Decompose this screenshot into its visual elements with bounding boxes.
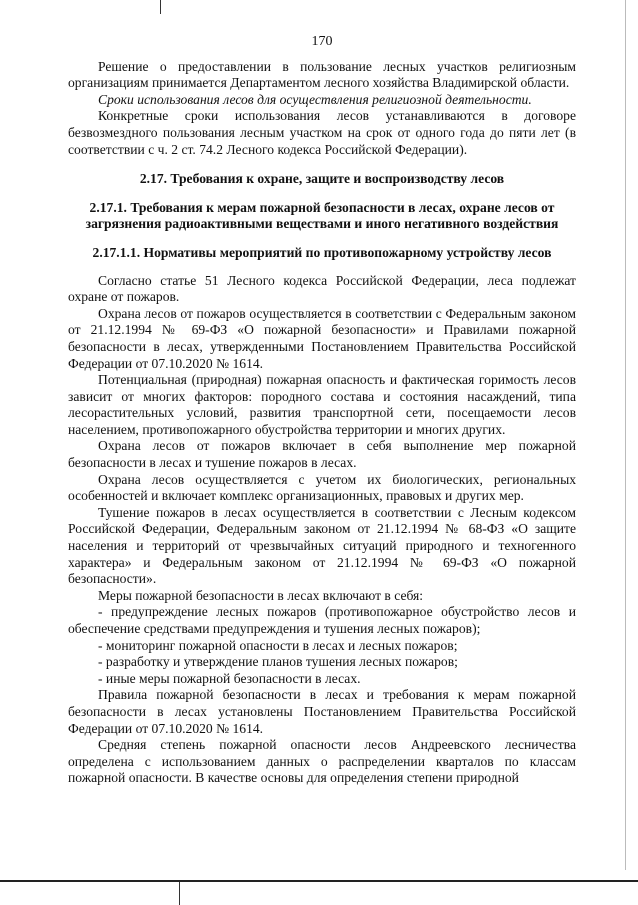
paragraph-article-51: Согласно статье 51 Лесного кодекса Российской Федерации, леса подлежат охране от пожаров. [68,272,576,305]
list-item: - разработку и утверждение планов тушения лесных пожаров; [98,654,458,670]
paragraph-average-hazard: Средняя степень пожарной опасности лесов Андреевского лесничества определена с использованием данных о распределении кварталов по классам пожарной опасности. В качестве основы для определения степени природной [68,737,576,786]
scan-edge-line-right [625,0,626,870]
section-heading-2-17-1-1: 2.17.1.1. Нормативы мероприятий по противопожарному устройству лесов [92,244,552,260]
scan-edge-line-bottom [0,880,638,882]
paragraph-terms-title: Сроки использования лесов для осуществления религиозной деятельности. [98,91,532,107]
measures-list [68,604,576,687]
paragraph-fire-protection-law: Охрана лесов от пожаров осуществляется в соответствии с Федеральным законом от 21.12.1994 № 69-ФЗ «О пожарной безопасности» и Правилами пожарной безопасности в лесах, утвержденными Постановлением Правительства Российской Федерации от 07.10.2020 № 1614. [68,305,576,371]
document-page [68,34,576,787]
paragraph-fire-hazard-factors: Потенциальная (природная) пожарная опасность и фактическая горимость лесов зависит от многих факторов: породного состава и состояния насаждений, типа лесорастительных условий, развития транспортной сети, посещаемости лесов населением, противопожарного обустройства территории и многих других. [68,372,576,437]
page-number: 170 [311,34,333,49]
scan-edge-mark-top [160,0,161,14]
paragraph-fire-fighting-law: Тушение пожаров в лесах осуществляется в соответствии с Лесным кодексом Российской Федерации, Федеральным законом от 21.12.1994 № 68-ФЗ «О защите населения и территорий от чрезвычайных ситуаций природного и техногенного характера» и Федеральным законом от 21.12.1994 № 69-ФЗ «О пожарной безопасности». [68,504,576,587]
paragraph-decision: Решение о предоставлении в пользование лесных участков религиозным организациям принимается Департаментом лесного хозяйства Владимирской области. [68,58,576,91]
list-item: - иные меры пожарной безопасности в лесах. [98,670,361,686]
paragraph-terms: Конкретные сроки использования лесов устанавливаются в договоре безвозмездного пользования лесным участком на срок от одного года до пяти лет (в соответствии с ч. 2 ст. 74.2 Лесного кодекса Российской Федерации). [68,108,576,157]
list-item: - мониторинг пожарной опасности в лесах и лесных пожаров; [98,637,458,653]
paragraph-rules: Правила пожарной безопасности в лесах и требования к мерам пожарной безопасности в лесах установлены Постановлением Правительства Российской Федерации от 07.10.2020 № 1614. [68,687,576,736]
paragraph-protection-features: Охрана лесов осуществляется с учетом их биологических, региональных особенностей и включает комплекс организационных, правовых и других мер. [68,471,576,504]
list-item: - предупреждение лесных пожаров (противопожарное обустройство лесов и обеспечение средствами предупреждения и тушения лесных пожаров); [68,604,576,636]
section-heading-2-17: 2.17. Требования к охране, защите и воспроизводству лесов [139,171,505,187]
section-heading-2-17-1: 2.17.1. Требования к мерам пожарной безопасности в лесах, охране лесов от загрязнения радиоактивными веществами и иного негативного воздействия [85,199,559,232]
scan-edge-mark-bottom [179,882,180,905]
paragraph-measures-intro: Меры пожарной безопасности в лесах включают в себя: [98,587,424,603]
paragraph-fire-protection-scope: Охрана лесов от пожаров включает в себя выполнение мер пожарной безопасности в лесах и тушение пожаров в лесах. [68,438,576,471]
